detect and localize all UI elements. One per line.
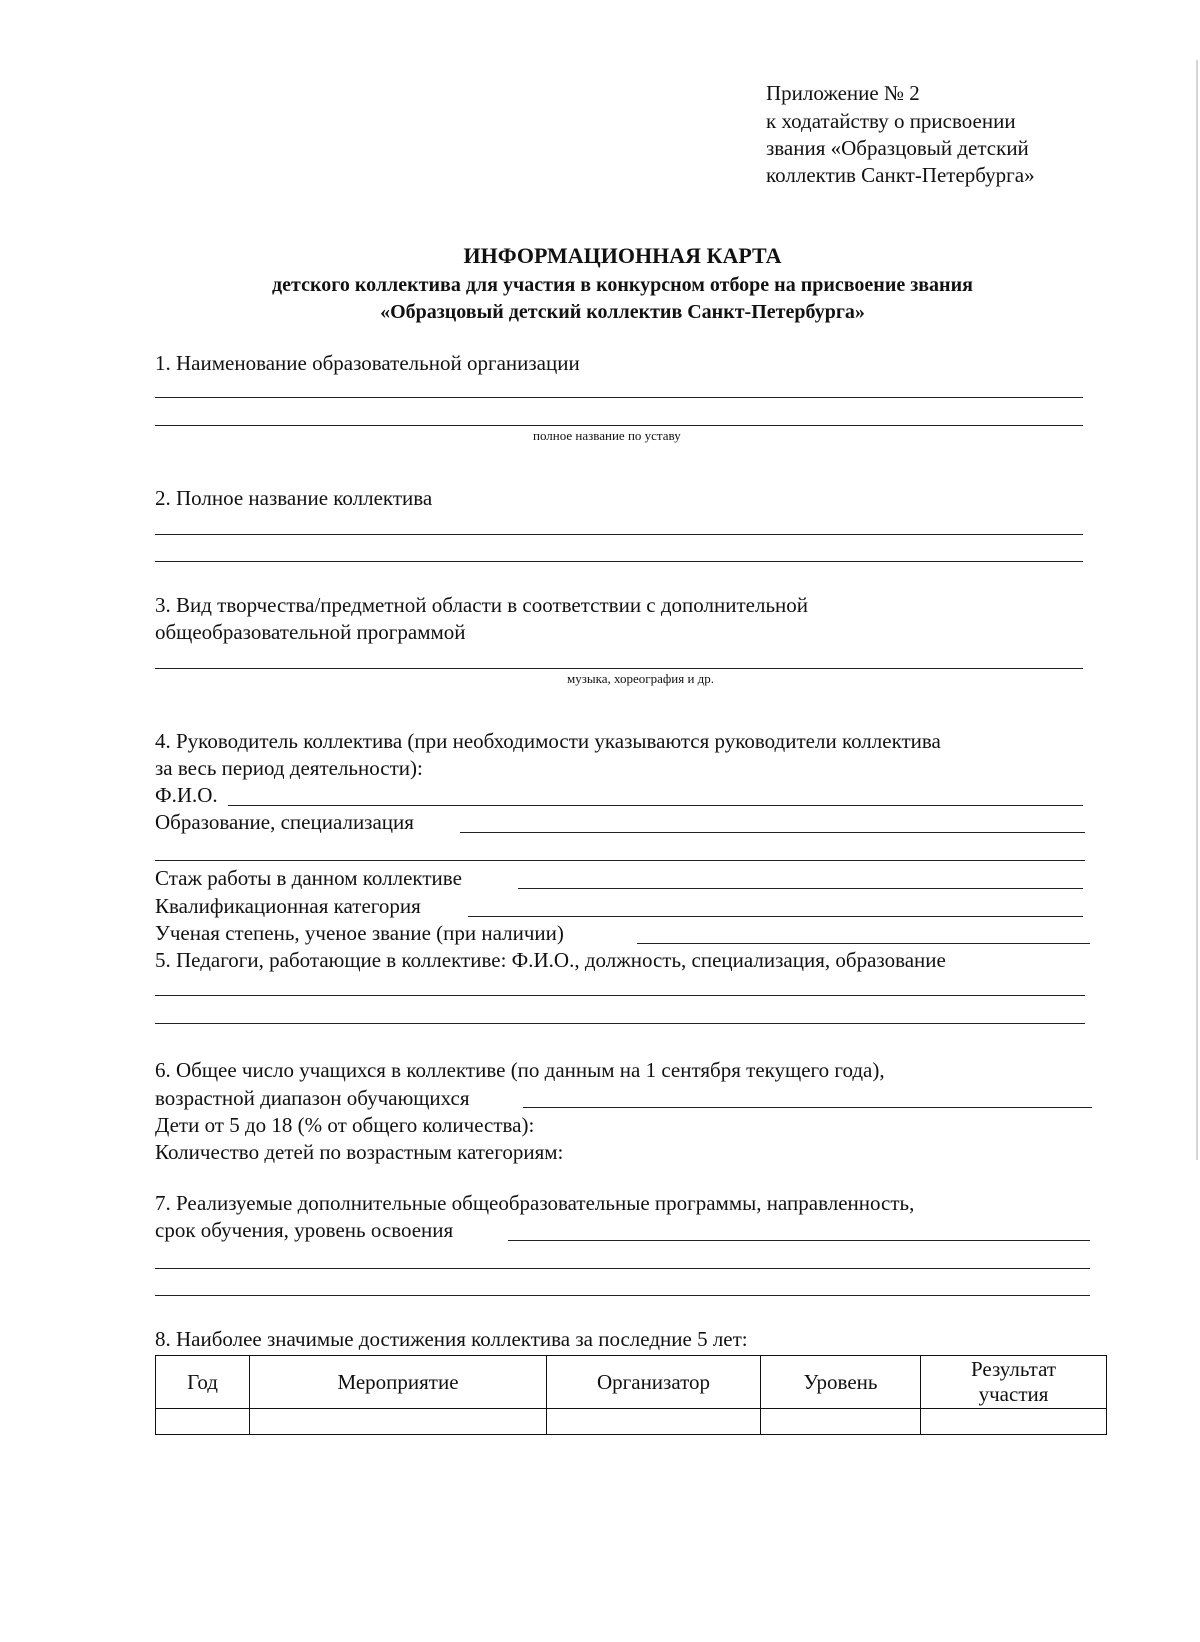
section-6-line-4: Количество детей по возрастным категориям:	[155, 1140, 564, 1164]
annex-line-4: коллектив Санкт-Петербурга»	[766, 163, 1035, 187]
doc-subtitle-line-2: «Образцовый детский коллектив Санкт-Петербурга»	[380, 301, 865, 323]
scan-edge-mark	[1196, 60, 1198, 1160]
degree-field-line[interactable]	[637, 943, 1090, 944]
section-5-field-line-2[interactable]	[155, 1023, 1085, 1024]
section-7-field-line-3[interactable]	[155, 1295, 1090, 1296]
section-4-line-1: 4. Руководитель коллектива (при необходимости указываются руководители коллектива	[155, 729, 941, 753]
section-4-line-2: за весь период деятельности):	[155, 756, 423, 780]
section-6-line-2: возрастной диапазон обучающихся	[155, 1086, 470, 1110]
education-field-line[interactable]	[460, 832, 1085, 833]
col-header-level: Уровень	[761, 1356, 921, 1409]
section-3-line-1: 3. Вид творчества/предметной области в соответствии с дополнительной	[155, 593, 809, 617]
section-6-line-1: 6. Общее число учащихся в коллективе (по данным на 1 сентября текущего года),	[155, 1058, 885, 1082]
experience-label: Стаж работы в данном коллективе	[155, 866, 462, 890]
annex-line-2: к ходатайству о присвоении	[766, 109, 1016, 133]
annex-line-1: Приложение № 2	[766, 81, 920, 105]
section-7-field-line-2[interactable]	[155, 1268, 1090, 1269]
doc-title: ИНФОРМАЦИОННАЯ КАРТА	[463, 243, 782, 268]
section-1-hint: полное название по уставу	[533, 428, 681, 443]
col-header-event: Мероприятие	[250, 1356, 547, 1409]
col-header-year: Год	[156, 1356, 250, 1409]
section-7-line-1: 7. Реализуемые дополнительные общеобразовательные программы, направленность,	[155, 1191, 915, 1215]
fio-field-line[interactable]	[228, 805, 1083, 806]
achievements-table	[155, 1355, 1107, 1435]
achievements-header-row	[156, 1356, 1107, 1409]
age-range-field-line[interactable]	[523, 1107, 1092, 1108]
section-5-label: 5. Педагоги, работающие в коллективе: Ф.И.О., должность, специализация, образование	[155, 948, 946, 972]
education-label: Образование, специализация	[155, 810, 414, 834]
table-cell-result[interactable]	[921, 1409, 1107, 1435]
section-1-label: 1. Наименование образовательной организации	[155, 351, 580, 375]
section-5-field-line-1[interactable]	[155, 995, 1085, 996]
table-cell-organizer[interactable]	[547, 1409, 761, 1435]
section-1-field-line-1[interactable]	[155, 397, 1083, 398]
section-7-field-line-1[interactable]	[508, 1240, 1090, 1241]
experience-field-line[interactable]	[518, 888, 1083, 889]
table-cell-year[interactable]	[156, 1409, 250, 1435]
table-row	[156, 1409, 1107, 1435]
annex-line-3: звания «Образцовый детский	[766, 136, 1029, 160]
section-7-line-2: срок обучения, уровень освоения	[155, 1218, 454, 1242]
section-1-field-line-2[interactable]	[155, 425, 1083, 426]
table-cell-event[interactable]	[250, 1409, 547, 1435]
fio-label: Ф.И.О.	[155, 783, 218, 807]
section-3-hint: музыка, хореография и др.	[567, 671, 715, 686]
section-3-field-line[interactable]	[155, 668, 1083, 669]
category-field-line[interactable]	[468, 916, 1083, 917]
education-field-line-2[interactable]	[155, 860, 1085, 861]
col-header-organizer: Организатор	[547, 1356, 761, 1409]
section-2-field-line-2[interactable]	[155, 561, 1083, 562]
section-2-field-line-1[interactable]	[155, 534, 1083, 535]
col-header-result: Результат участия	[921, 1356, 1107, 1409]
section-2-label: 2. Полное название коллектива	[155, 486, 433, 510]
section-8-label: 8. Наиболее значимые достижения коллектива за последние 5 лет:	[155, 1327, 748, 1351]
category-label: Квалификационная категория	[155, 894, 421, 918]
section-3-line-2: общеобразовательной программой	[155, 620, 466, 644]
doc-subtitle-line-1: детского коллектива для участия в конкурсном отборе на присвоение звания	[272, 274, 973, 296]
degree-label: Ученая степень, ученое звание (при наличии)	[155, 921, 564, 945]
section-6-line-3: Дети от 5 до 18 (% от общего количества):	[155, 1113, 535, 1137]
table-cell-level[interactable]	[761, 1409, 921, 1435]
